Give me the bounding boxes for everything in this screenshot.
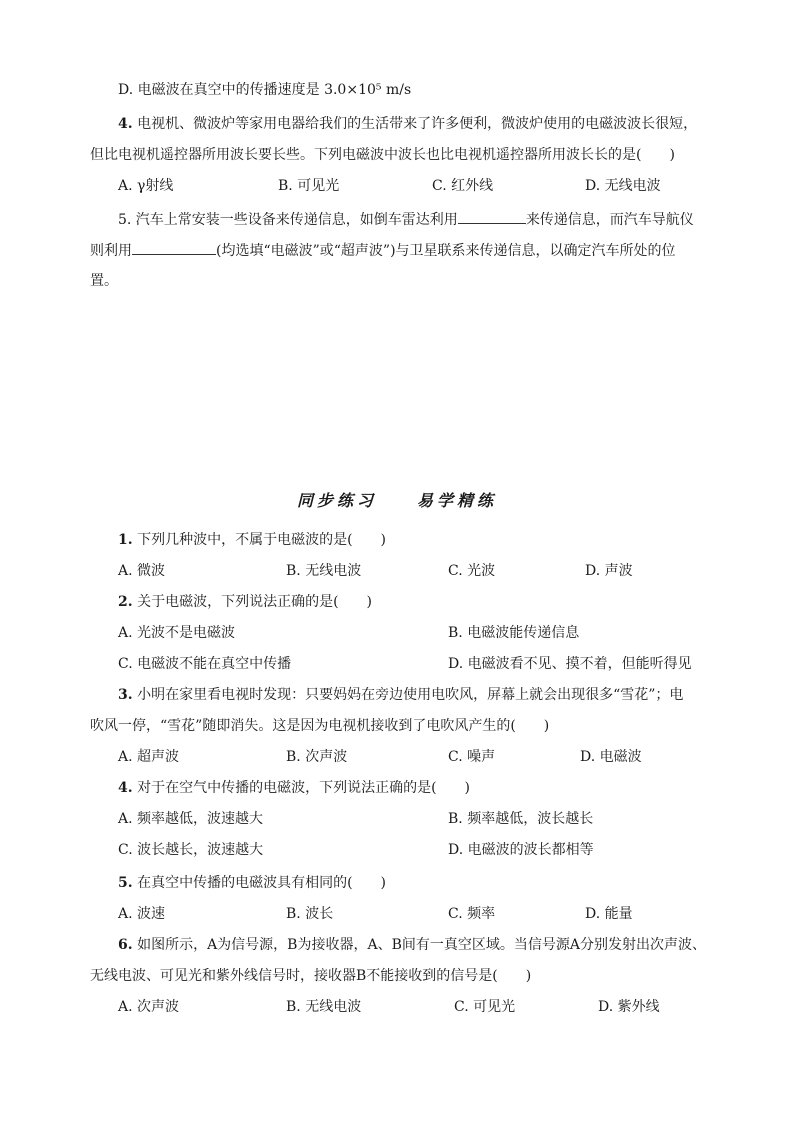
- q2-option-c: C. 电磁波不能在真空中传播: [118, 656, 292, 672]
- prev-q5-text-c: 则利用: [90, 243, 132, 259]
- q3-option-c: C. 噪声: [448, 749, 496, 765]
- q3-stem-line1: 3. 小明在家里看电视时发现：只要妈妈在旁边使用电吹风，屏幕上就会出现很多“雪花”；电: [118, 687, 684, 703]
- prev-q5-stem-line1: [118, 209, 694, 230]
- q1-stem: 1. 下列几种波中，不属于电磁波的是( ): [118, 532, 386, 548]
- question-number: 1.: [118, 532, 133, 548]
- prev-q4-option-b: B. 可见光: [278, 178, 340, 194]
- prev-q5-text-d: (均选填“电磁波”或“超声波”)与卫星联系来传递信息，以确定汽车所处的位: [216, 243, 676, 259]
- answer-blank-1[interactable]: [458, 209, 526, 224]
- prev-q5-text-a: 5. 汽车上常安装一些设备来传递信息，如倒车雷达利用: [118, 212, 458, 228]
- question-number: 6.: [118, 937, 133, 953]
- q2-option-d: D. 电磁波看不见、摸不着，但能听得见: [448, 656, 692, 672]
- question-number: 3.: [118, 687, 133, 703]
- q2-option-a: A. 光波不是电磁波: [118, 625, 236, 641]
- question-number: 2.: [118, 594, 133, 610]
- q1-option-a: A. 微波: [118, 563, 166, 579]
- q6-option-b: B. 无线电波: [286, 999, 362, 1015]
- q6-option-d: D. 紫外线: [598, 999, 660, 1015]
- prev-q3-option-d: D. 电磁波在真空中的传播速度是 3.0×10⁵ m/s: [118, 82, 412, 98]
- q5-option-a: A. 波速: [118, 906, 166, 922]
- q6-stem-line1: 6. 如图所示，A为信号源，B为接收器，A、B间有一真空区域。当信号源A分别发射出次声波、: [118, 937, 706, 953]
- q6-option-a: A. 次声波: [118, 999, 180, 1015]
- q4-option-d: D. 电磁波的波长都相等: [448, 842, 594, 858]
- q1-option-d: D. 声波: [585, 563, 633, 579]
- prev-q4-stem-line2: 但比电视机遥控器所用波长要长些。下列电磁波中波长也比电视机遥控器所用波长长的是( ): [90, 147, 675, 163]
- answer-blank-2[interactable]: [132, 240, 216, 255]
- q2-option-b: B. 电磁波能传递信息: [448, 625, 580, 641]
- prev-q4-option-d: D. 无线电波: [585, 178, 661, 194]
- q5-option-d: D. 能量: [585, 906, 633, 922]
- section-title: [0, 490, 794, 512]
- question-number: 4.: [118, 780, 133, 796]
- prev-q5-stem-line3: 置。: [90, 273, 118, 289]
- question-number: 5.: [118, 875, 133, 891]
- section-title-right: 易学精练: [417, 491, 498, 510]
- q4-option-c: C. 波长越长，波速越大: [118, 842, 264, 858]
- question-number: 4.: [118, 116, 133, 132]
- section-title-left: 同步练习: [296, 491, 377, 510]
- q5-option-c: C. 频率: [448, 906, 496, 922]
- q4-option-b: B. 频率越低，波长越长: [448, 811, 594, 827]
- q2-stem: 2. 关于电磁波，下列说法正确的是( ): [118, 594, 372, 610]
- q4-option-a: A. 频率越低，波速越大: [118, 811, 264, 827]
- q1-option-c: C. 光波: [448, 563, 496, 579]
- q3-option-b: B. 次声波: [286, 749, 348, 765]
- q5-option-b: B. 波长: [286, 906, 334, 922]
- q3-stem-line2: 吹风一停，“雪花”随即消失。这是因为电视机接收到了电吹风产生的( ): [90, 718, 550, 734]
- prev-q4-option-a: A. γ射线: [118, 178, 174, 194]
- q6-option-c: C. 可见光: [454, 999, 516, 1015]
- q6-stem-line2: 无线电波、可见光和紫外线信号时，接收器B不能接收到的信号是( ): [90, 968, 532, 984]
- q5-stem: 5. 在真空中传播的电磁波具有相同的( ): [118, 875, 386, 891]
- q3-option-d: D. 电磁波: [580, 749, 642, 765]
- q3-option-a: A. 超声波: [118, 749, 180, 765]
- q1-option-b: B. 无线电波: [286, 563, 362, 579]
- prev-q4-option-c: C. 红外线: [432, 178, 494, 194]
- prev-q5-text-b: 来传递信息，而汽车导航仪: [525, 212, 694, 228]
- q4-stem: 4. 对于在空气中传播的电磁波，下列说法正确的是( ): [118, 780, 470, 796]
- prev-q4-stem-line1: 4. 电视机、微波炉等家用电器给我们的生活带来了许多便利，微波炉使用的电磁波波长很短，: [118, 116, 698, 132]
- prev-q5-stem-line2: [90, 240, 676, 261]
